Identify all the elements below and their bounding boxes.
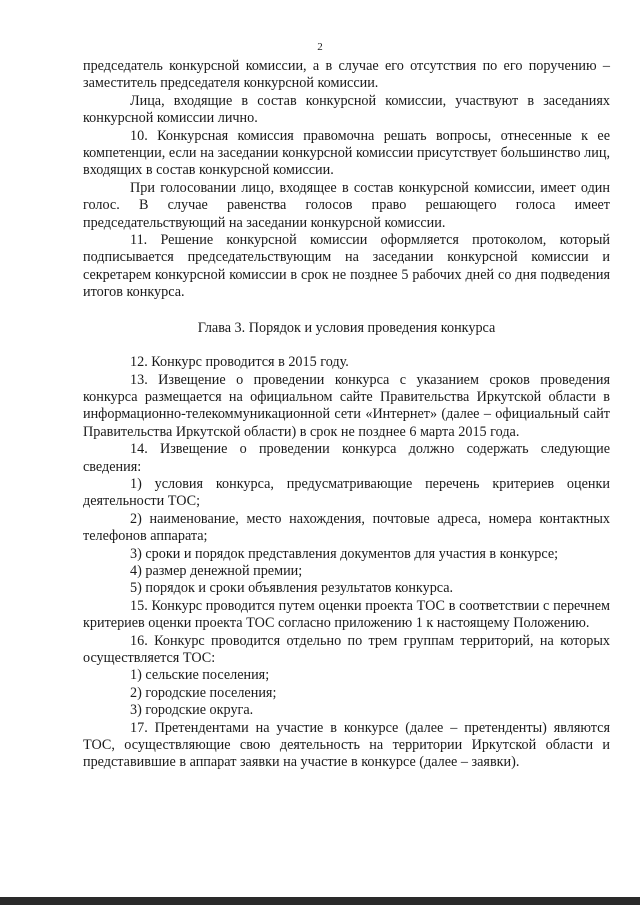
paragraph: 13. Извещение о проведении конкурса с указанием сроков проведения конкурса размещается на официальном сайте Правительства Иркутской области в информационно-телекоммуникационной сети «Интернет» (далее – официальный сайт Правительства Иркутской области) в срок не позднее 6 марта 2015 года. bbox=[83, 371, 610, 440]
paragraph: 10. Конкурсная комиссия правомочна решать вопросы, отнесенные к ее компетенции, если на заседании конкурсной комиссии присутствует большинство лиц, входящих в состав конкурсной комиссии. bbox=[83, 127, 610, 179]
paragraph: 2) городские поселения; bbox=[130, 684, 277, 701]
paragraph: Лица, входящие в состав конкурсной комиссии, участвуют в заседаниях конкурсной комиссии лично. bbox=[83, 92, 610, 127]
paragraph: 2) наименование, место нахождения, почтовые адреса, номера контактных телефонов аппарата; bbox=[83, 510, 610, 545]
paragraph: 15. Конкурс проводится путем оценки проекта ТОС в соответствии с перечнем критериев оценки проекта ТОС согласно приложению 1 к настоящему Положению. bbox=[83, 597, 610, 632]
paragraph: 3) городские округа. bbox=[130, 702, 254, 719]
document-body bbox=[83, 58, 610, 772]
paragraph: 5) порядок и сроки объявления результатов конкурса. bbox=[130, 580, 454, 597]
paragraph: 17. Претендентами на участие в конкурсе (далее – претенденты) являются ТОС, осуществляющие свою деятельность на территории Иркутской области и представившие в аппарат заявки на участие в конкурсе (далее – заявки). bbox=[83, 719, 610, 771]
paragraph: 1) сельские поселения; bbox=[130, 667, 270, 684]
paragraph: председатель конкурсной комиссии, а в случае его отсутствия по его поручению – заместитель председателя конкурсной комиссии. bbox=[83, 58, 610, 92]
paragraph: 12. Конкурс проводится в 2015 году. bbox=[130, 354, 349, 371]
paragraph: 4) размер денежной премии; bbox=[130, 562, 303, 579]
scan-edge-bar bbox=[0, 897, 640, 905]
section-after-heading bbox=[83, 354, 610, 772]
paragraph: 1) условия конкурса, предусматривающие перечень критериев оценки деятельности ТОС; bbox=[83, 475, 610, 510]
paragraph: 14. Извещение о проведении конкурса должно содержать следующие сведения: bbox=[83, 441, 610, 475]
paragraph: 11. Решение конкурсной комиссии оформляется протоколом, который подписывается председательствующим на заседании конкурсной комиссии и секретарем конкурсной комиссии в срок не позднее 5 рабочих дней со дня подведения итогов конкурса. bbox=[83, 232, 610, 301]
paragraph: 3) сроки и порядок представления документов для участия в конкурсе; bbox=[130, 545, 559, 562]
paragraph: 16. Конкурс проводится отдельно по трем группам территорий, на которых осуществляется ТОС: bbox=[83, 632, 610, 666]
chapter-heading: Глава 3. Порядок и условия проведения конкурса bbox=[197, 319, 496, 336]
page-number: 2 bbox=[317, 41, 323, 53]
section-before-heading bbox=[83, 58, 610, 302]
paragraph: При голосовании лицо, входящее в состав конкурсной комиссии, имеет один голос. В случае равенства голосов право решающего голоса имеет председательствующий на заседании конкурсной комиссии. bbox=[83, 179, 610, 231]
